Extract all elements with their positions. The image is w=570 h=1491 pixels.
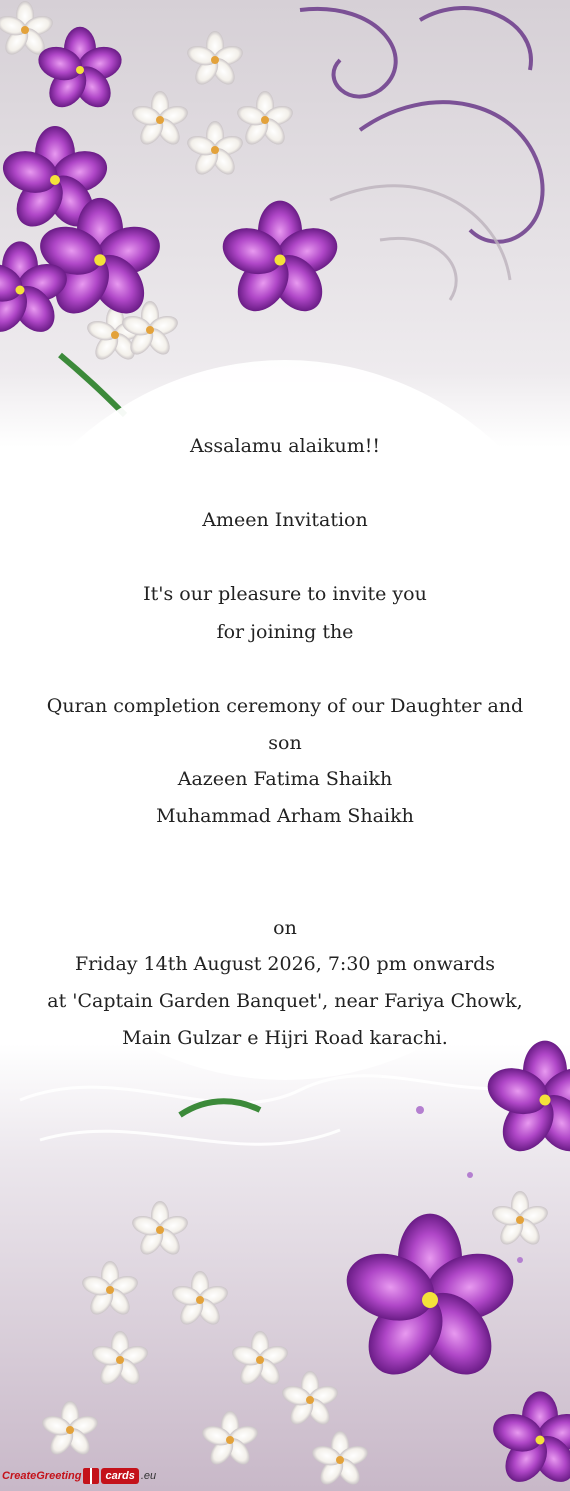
pleasure-line: It's our pleasure to invite you: [143, 583, 427, 605]
watermark-badge: cards: [101, 1468, 138, 1484]
on-label: on: [273, 917, 297, 939]
joining-line: for joining the: [216, 621, 354, 643]
venue-line-2: Main Gulzar e Hijri Road karachi.: [122, 1027, 448, 1049]
son-name: Muhammad Arham Shaikh: [156, 805, 414, 827]
ceremony-line-2: son: [268, 732, 302, 754]
site-watermark[interactable]: [2, 1465, 156, 1487]
watermark-text: CreateGreeting: [2, 1470, 82, 1482]
greeting: Assalamu alaikum!!: [189, 435, 381, 457]
venue-line-1: at 'Captain Garden Banquet', near Fariya Chowk,: [47, 990, 523, 1012]
ceremony-line-1: Quran completion ceremony of our Daughter and: [46, 695, 524, 717]
invitation-title: Ameen Invitation: [202, 509, 368, 531]
watermark-domain: .eu: [140, 1470, 157, 1482]
gift-icon: [83, 1468, 99, 1484]
date-time: Friday 14th August 2026, 7:30 pm onwards: [74, 953, 496, 975]
daughter-name: Aazeen Fatima Shaikh: [177, 768, 393, 790]
